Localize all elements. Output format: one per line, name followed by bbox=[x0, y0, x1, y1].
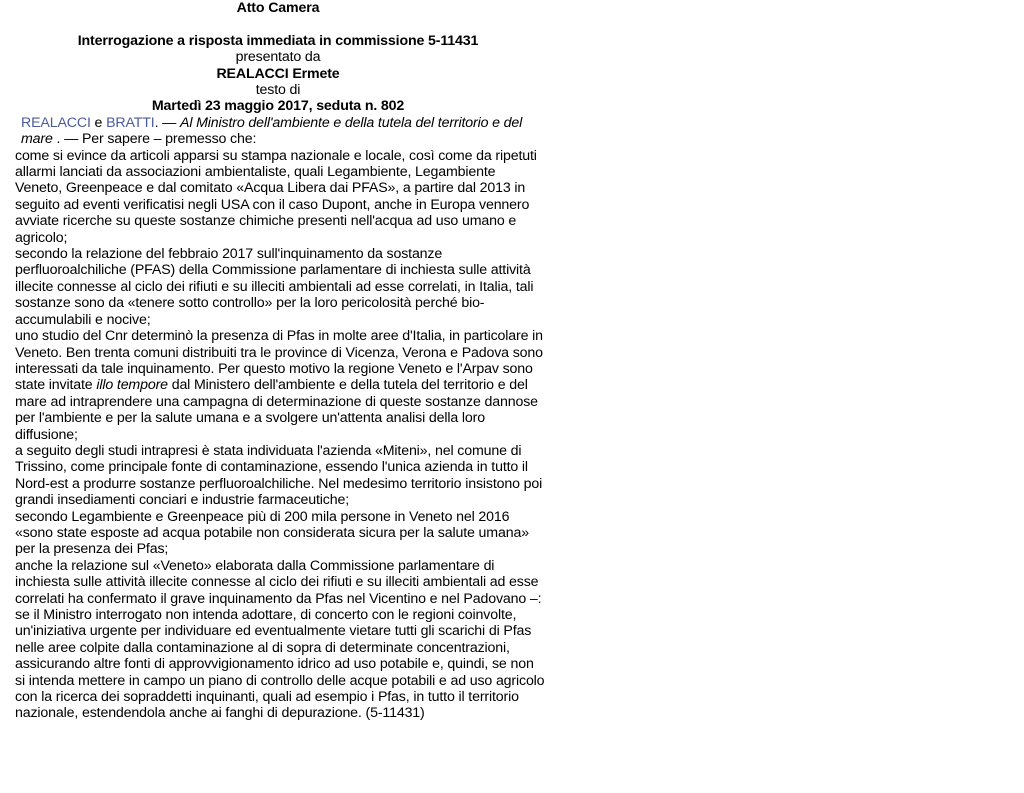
author-conjunction: e bbox=[90, 114, 107, 131]
intro-line bbox=[15, 115, 545, 148]
author-link-realacci[interactable]: REALACCI bbox=[21, 114, 91, 131]
act-type: Interrogazione a risposta immediata in commissione 5-11431 bbox=[77, 32, 479, 49]
author-link-bratti[interactable]: BRATTI bbox=[106, 114, 155, 131]
paragraph-4: a seguito degli studi intrapresi è stata individuata l'azienda «Miteni», nel comune di Trissino, come principale fonte di contaminazione, essendo l'unica azienda in tutto il Nord-est a produrre sostanze perfluoroalchiliche. Nel medesimo territorio insistono poi grandi insediamenti conciari e industrie farmaceutiche; bbox=[15, 442, 543, 509]
addressee: Al Ministro dell'ambiente e della tutela del territorio e del mare bbox=[21, 114, 523, 148]
paragraph-6: anche la relazione sul «Veneto» elaborata dalla Commissione parlamentare di inchiesta sulle attività illecite connesse al ciclo dei rifiuti e su illeciti ambientali ad esse correlati ha confermato il grave inquinamento da Pfas nel Vicentino e nel Padovano –: bbox=[15, 557, 542, 607]
paragraph-3 bbox=[15, 328, 545, 443]
document-page bbox=[15, 0, 545, 722]
paragraph-3-start: uno studio del Cnr determinò la presenza di Pfas in molte aree d'Italia, in particolare in Veneto. Ben trenta comuni distribuiti tra le province di Vicenza, Verona e Padova sono interessati da tale inquinamento. Per questo motivo la regione Veneto e l'Arpav sono state invitate bbox=[15, 328, 543, 394]
session-date: Martedì 23 maggio 2017, seduta n. 802 bbox=[151, 98, 405, 115]
presented-by-label: presentato da bbox=[235, 49, 321, 66]
paragraph-3-italic: illo tempore bbox=[96, 377, 168, 394]
text-of-label: testo di bbox=[255, 82, 301, 99]
paragraph-1: come si evince da articoli apparsi su stampa nazionale e locale, così come da ripetuti allarmi lanciati da associazioni ambientaliste, quali Legambiente, Legambiente Veneto, Greenpeace e dal comitato «Acqua Libera dai PFAS», a partire dal 2013 in seguito ad eventi verificatisi negli USA con il caso Dupont, anche in Europa vennero avviate ricerche su queste sostanze chimiche presenti nell'acqua ad uso umano e agricolo; bbox=[15, 147, 537, 246]
document-title: Atto Camera bbox=[236, 0, 320, 16]
intro-tail: . — Per sapere – premesso che: bbox=[52, 131, 257, 148]
paragraph-2: secondo la relazione del febbraio 2017 sull'inquinamento da sostanze perfluoroalchiliche (PFAS) della Commissione parlamentare di inchiesta sulle attività illecite connesse al ciclo dei rifiuti e su illeciti ambientali ad esse correlati, in Italia, tali sostanze sono da «tenere sotto controllo» per la loro pericolosità perché bio-accumulabili e nocive; bbox=[15, 246, 534, 328]
paragraph-7: se il Ministro interrogato non intenda adottare, di concerto con le regioni coinvolte, un'iniziativa urgente per individuare ed eventualmente vietare tutti gli scarichi di Pfas nelle aree colpite dalla contaminazione al di sopra di determinate concentrazioni, assicurando altre fonti di approvvigionamento idrico ad uso potabile e, quindi, se non si intenda mettere in campo un piano di controllo delle acque potabili e ad uso agricolo con la ricerca dei sopraddetti inquinanti, quali ad esempio i Pfas, in tutto il territorio nazionale, estendendola anche ai fanghi di depurazione. (5-11431) bbox=[15, 607, 545, 722]
presenter-name: REALACCI Ermete bbox=[216, 65, 340, 82]
document-header bbox=[15, 0, 541, 115]
header-spacer bbox=[15, 16, 541, 32]
paragraph-5: secondo Legambiente e Greenpeace più di 200 mila persone in Veneto nel 2016 «sono state esposte ad acqua potabile non considerata sicura per la salute umana» per la presenza dei Pfas; bbox=[15, 508, 529, 558]
paragraph-3-end: dal Ministero dell'ambiente e della tutela del territorio e del mare ad intraprendere una campagna di determinazione di queste sostanze dannose per l'ambiente e per la salute umana e a svolgere un'attenta analisi della loro diffusione; bbox=[15, 377, 538, 443]
intro-dash: . — bbox=[154, 114, 181, 131]
